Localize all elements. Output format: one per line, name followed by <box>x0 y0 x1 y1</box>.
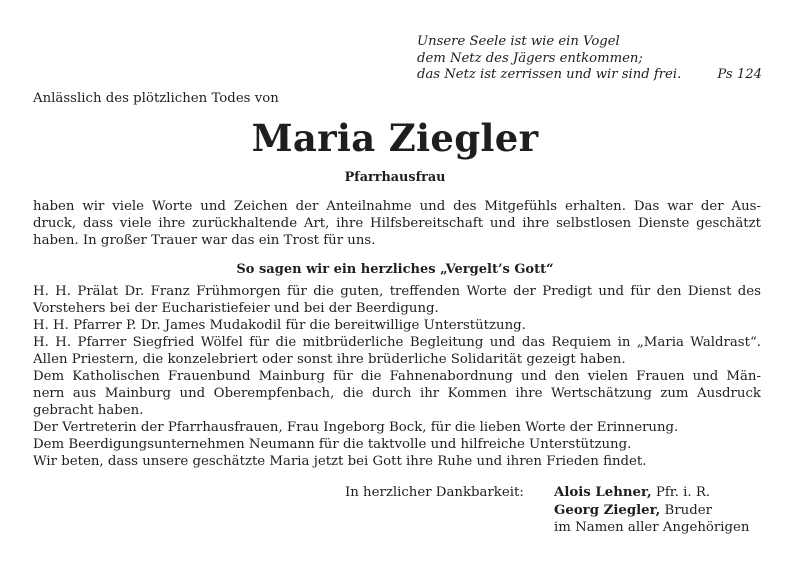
signer <box>554 502 749 520</box>
signer-relation: Pfr. i. R. <box>655 485 711 500</box>
quote-line-last <box>417 67 762 84</box>
quote-line: dem Netz des Jägers entkommen; <box>417 50 643 66</box>
thanks-line: Dem Beerdigungsunternehmen Neumann für die taktvolle und hilfreiche Unterstützung. <box>33 437 632 452</box>
signers <box>554 484 749 537</box>
thanks-line: H. H. Prälat Dr. Franz Frühmorgen für die guten, treffenden Worte der Predigt und für den Dienst des <box>33 284 761 299</box>
deceased-name: Maria Ziegler <box>251 116 539 160</box>
signature-label: In herzlicher Dankbarkeit: <box>345 485 524 500</box>
quote-line: das Netz ist zerrissen und wir sind frei. <box>417 67 682 82</box>
quote-line: Unsere Seele ist wie ein Vogel <box>417 34 620 49</box>
thanks-line: gebracht haben. <box>33 403 144 418</box>
paragraph-line: druck, dass viele ihre zurückhaltende Art, ihre Hilfsbereitschaft und ihre selbstlosen Dienste geschätzt <box>33 216 761 231</box>
thanks-line: Vorstehers bei der Eucharistiefeier und bei der Beerdigung. <box>33 301 439 316</box>
paragraph-line: haben. In großer Trauer war das ein Trost für uns. <box>33 233 376 248</box>
thanks-line: H. H. Pfarrer Siegfried Wölfel für die mitbrüderliche Begleitung und das Requiem in „Maria Waldrast“. <box>33 335 761 350</box>
epigraph-quote <box>417 34 762 84</box>
intro-text: Anlässlich des plötzlichen Todes von <box>33 91 279 106</box>
paragraph-line: haben wir viele Worte und Zeichen der Anteilnahme und des Mitgefühls erhalten. Das war der Aus- <box>33 199 761 214</box>
thanks-line: Der Vertreterin der Pfarrhausfrauen, Frau Ingeborg Bock, für die lieben Worte der Erinnerung. <box>33 420 679 435</box>
signer-relation: Bruder <box>664 502 712 518</box>
thanks-line: nern aus Mainburg und Oberempfenbach, die durch ihr Kommen ihre Wertschätzung zum Ausdruck <box>33 386 761 401</box>
signer-name: Alois Lehner, <box>554 485 652 500</box>
condolence-paragraph <box>33 198 761 249</box>
thanks-line: H. H. Pfarrer P. Dr. James Mudakodil für die bereitwillige Unterstützung. <box>33 318 526 333</box>
quote-reference: Ps 124 <box>717 67 762 82</box>
thanks-line: Dem Katholischen Frauenbund Mainburg für die Fahnenabordnung und den vielen Frauen und Män- <box>33 369 761 384</box>
thanks-heading: So sagen wir ein herzliches „Vergelt’s Gott“ <box>236 262 554 277</box>
signer-name: Georg Ziegler, <box>554 502 661 518</box>
thanks-line: Wir beten, dass unsere geschätzte Maria jetzt bei Gott ihre Ruhe und ihren Frieden findet. <box>33 454 647 469</box>
deceased-role: Pfarrhausfrau <box>344 170 446 185</box>
signer <box>554 484 749 502</box>
signature-closing: im Namen aller Angehörigen <box>554 520 750 535</box>
thanks-line: Allen Priestern, die konzelebriert oder sonst ihre brüderliche Solidarität gezeigt haben. <box>33 352 626 367</box>
thanks-list <box>33 283 761 470</box>
